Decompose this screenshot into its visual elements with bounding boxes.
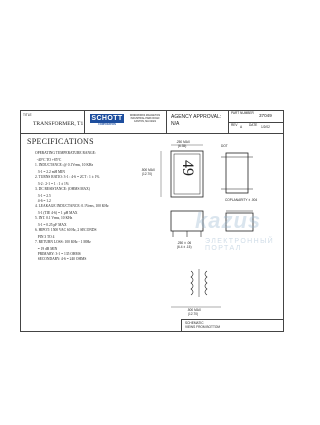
spec-line: PRIMARY: 3-1 = 135 OHMS [35,252,81,256]
spec-line: 3-1 (TIE 4-6) = 1 µH MAX [35,211,78,215]
base-dimension-mm: (12.70) [188,312,199,316]
spec-line: 3-1 = 0.25 pF MAX [35,223,67,227]
watermark-sub: ЭЛЕКТРОННЫЙ ПОРТАЛ [205,238,275,252]
agency-label: AGENCY APPROVAL: [171,114,222,120]
schematic-footer [181,319,284,332]
spec-line: = 19 dB MIN [35,247,58,251]
rev-value: A [240,125,243,129]
spec-line: PIN 3 TO 4 [35,235,55,239]
spec-line: 3. DC RESISTANCE: (OHMS MAX) [35,187,90,191]
spec-line: SECONDARY: 4-6 = 240 OHMS [35,257,87,261]
part-label: PART NUMBER [231,111,254,115]
date-label: DATE [249,123,258,127]
date-value: 1/2/02 [261,125,270,129]
coplanarity-note: COPLANARITY ± .004 [225,198,258,202]
top-dimension: .250 MAX [176,140,190,144]
spec-line: 5. INT. 0.1 Vrms, 10 KHz [35,216,73,220]
title-value: TRANSFORMER, T1 [33,121,84,127]
spec-line: OPERATING TEMPERATURE RANGE: [35,151,96,155]
spec-line: 2. TURNS RATIO: 3-1 : 4-6 = 2CT : 1 ± 1% [35,175,100,179]
bottom-dimension-mm: (6.4 ± .15) [177,245,192,249]
watermark-brand: kazus [195,208,262,233]
spec-title: SPECIFICATIONS [27,137,94,146]
spec-line: 6. HIPOT: 1500 VAC 60 Hz, 2 SECONDS [35,228,97,232]
bottom-dimension: .250 ± .06 [177,241,192,245]
spec-line: 3-1 = 2.2 mH MIN [35,170,65,174]
left-dimension: .500 MAX [141,168,155,172]
company-address: WINDWORKS MAGNETICS INDUSTRIAL PARK ROAD CANTON, MA 02021 [129,114,161,123]
company-logo: SCHOTT [91,115,123,122]
left-dimension-mm: (12.70) [142,172,153,176]
title-label: TITLE [23,113,32,117]
spec-line: 1. INDUCTANCE: @ 0.1Vrms, 10 KHz [35,163,94,167]
agency-value: N/A [171,121,180,127]
part-value: 37049 [259,113,272,118]
spec-line: 4. LEAKAGE INDUCTANCE: 0.1Vrms, 100 KHz [35,204,109,208]
company-logo-sub: CORPORATION [98,123,116,126]
spec-line: 3-2 : 2-1 = 1 : 1 ± 1% [35,182,69,186]
top-dimension-mm: (6.35) [178,144,187,148]
body-marking: 49 [179,160,196,176]
spec-line: 3-1 = 2.5 [35,194,51,198]
schematic-label: SCHEMATIC [185,321,204,325]
rev-label: REV [231,123,238,127]
spec-line: 4-6 = 1.2 [35,199,51,203]
note-label: DOT [221,144,228,148]
spec-line: 7. RETURN LOSS: 100 KHz - 1 MHz [35,240,91,244]
base-dimension: .500 MAX [187,308,201,312]
spec-line: -40°C TO +85°C [35,158,62,162]
schematic-sub: VIEWS FROM BOTTOM [185,325,221,329]
